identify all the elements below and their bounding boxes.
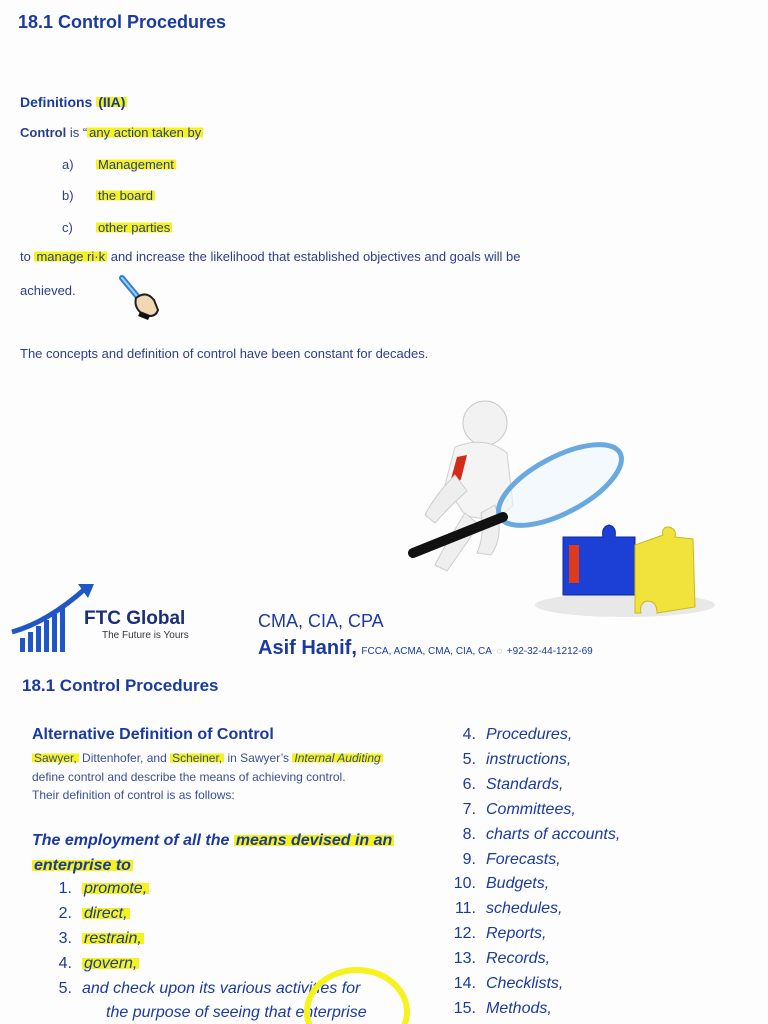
brand-name: FTC Global xyxy=(84,608,186,629)
means-item xyxy=(44,905,130,923)
means-item-text: promote, xyxy=(84,880,148,897)
employment-line-2 xyxy=(32,857,133,875)
means-list-item xyxy=(438,925,546,943)
means-list-item xyxy=(438,851,561,869)
authors-line xyxy=(32,751,383,765)
control-quote: any action taken by xyxy=(89,125,202,140)
instructor-line xyxy=(258,637,593,660)
definitions-text: Definitions xyxy=(20,94,97,110)
description-line-2: Their definition of control is as follows: xyxy=(32,788,235,802)
slide1-item xyxy=(62,220,172,235)
magnifier-puzzle-figure xyxy=(395,395,720,625)
means-list-text: Committees, xyxy=(486,800,576,818)
slide1-item xyxy=(62,157,176,172)
line1-b: and increase the likelihood that established objectives and goals will be xyxy=(107,249,521,264)
means-item-number: 3. xyxy=(58,930,72,947)
means-list-number: 5. xyxy=(462,750,476,768)
means-list-number: 7. xyxy=(462,800,476,818)
author-sawyer: Sawyer, xyxy=(34,751,77,765)
phone-number: +92-32-44-1212-69 xyxy=(506,646,593,657)
slide1-heading: 18.1 Control Procedures xyxy=(18,12,227,32)
means-list-number: 6. xyxy=(462,775,476,793)
means-list-text: Checklists, xyxy=(486,975,564,992)
means-list-number: 11. xyxy=(454,900,476,918)
means-item-number: 1. xyxy=(58,880,72,897)
means-list-item xyxy=(438,751,571,769)
employment-2: enterprise to xyxy=(34,857,131,874)
book-title: Internal Auditing xyxy=(294,751,381,765)
means-list-text: Procedures, xyxy=(486,726,573,743)
means-item-number: 5. xyxy=(58,980,72,997)
means-list-item xyxy=(438,975,563,993)
item-marker: c) xyxy=(62,220,73,235)
whatsapp-icon: ◌ xyxy=(496,646,503,657)
means-item-number: 2. xyxy=(58,905,72,922)
means-list-number: 9. xyxy=(462,850,476,868)
means-list-number: 12. xyxy=(453,925,476,943)
item-text: other parties xyxy=(98,220,171,235)
author-scheiner: Scheiner, xyxy=(172,751,223,765)
means-item xyxy=(44,955,139,973)
means-list-text: Forecasts, xyxy=(486,850,561,868)
item-marker: a) xyxy=(62,157,74,172)
definitions-tag: (IIA) xyxy=(98,94,126,110)
means-item-number: 4. xyxy=(58,955,72,972)
line1-highlight: manage ri·k xyxy=(36,249,106,264)
means-list-text: Standards, xyxy=(486,775,564,793)
means-item-text: and check upon its various activities for xyxy=(82,980,361,997)
definition-line-2: achieved. xyxy=(20,283,76,298)
means-list-text: Records, xyxy=(486,950,551,968)
means-item-text: govern, xyxy=(84,955,138,972)
circle-annotation xyxy=(300,962,415,1024)
means-item xyxy=(44,930,144,948)
item-text: the board xyxy=(98,188,153,203)
means-list-number: 4. xyxy=(462,726,476,743)
means-list-number: 15. xyxy=(453,999,476,1017)
definition-line-1 xyxy=(20,249,520,264)
instructor-quals: FCCA, ACMA, CMA, CIA, CA xyxy=(361,646,492,657)
means-continuation: the purpose of seeing that enterprise xyxy=(106,1004,367,1021)
means-list-text: Reports, xyxy=(486,925,547,943)
slide2-heading: 18.1 Control Procedures xyxy=(22,676,219,695)
means-list-item xyxy=(438,801,576,819)
means-list-text: Budgets, xyxy=(486,875,550,893)
means-list-text: instructions, xyxy=(486,750,572,768)
concepts-statement: The concepts and definition of control have been constant for decades. xyxy=(20,346,429,361)
means-list-number: 10. xyxy=(453,875,476,893)
means-list-item xyxy=(438,776,563,794)
employment-line-1 xyxy=(32,832,394,850)
item-marker: b) xyxy=(62,188,74,203)
means-item-text: restrain, xyxy=(84,930,142,947)
means-list-text: charts of accounts, xyxy=(486,825,621,843)
means-list-item xyxy=(438,826,620,844)
means-list-item xyxy=(438,726,572,744)
definitions-label xyxy=(20,94,127,110)
means-list-item xyxy=(438,875,549,893)
employment-1b: means devised in an xyxy=(235,832,393,849)
means-list-item xyxy=(438,1000,552,1018)
means-item xyxy=(44,880,149,898)
means-list-text: schedules, xyxy=(486,900,563,918)
description-line-1: define control and describe the means of achieving control. xyxy=(32,770,346,784)
means-list-item xyxy=(438,900,563,918)
employment-1a: The employment of all the xyxy=(32,832,234,849)
alt-definition-title: Alternative Definition of Control xyxy=(32,726,274,743)
brand-tagline: The Future is Yours xyxy=(102,630,189,641)
item-text: Management xyxy=(98,157,174,172)
means-list-text: Methods, xyxy=(486,999,552,1017)
credentials: CMA, CIA, CPA xyxy=(258,611,384,631)
means-item-text: direct, xyxy=(84,905,128,922)
hand-pointer-icon xyxy=(118,272,162,322)
control-word: Control xyxy=(20,125,67,140)
instructor-name: Asif Hanif, xyxy=(258,637,357,659)
means-list-number: 8. xyxy=(462,825,476,843)
control-definition xyxy=(20,125,203,140)
author-dittenhofer: Dittenhofer, and xyxy=(78,751,171,765)
means-list-number: 14. xyxy=(453,975,476,992)
control-is: is “ xyxy=(66,125,88,140)
slide1-item xyxy=(62,188,155,203)
means-list-item xyxy=(438,950,550,968)
authors-in: in Sawyer’s xyxy=(224,751,293,765)
line1-a: to xyxy=(20,249,35,264)
means-list-number: 13. xyxy=(453,950,476,968)
